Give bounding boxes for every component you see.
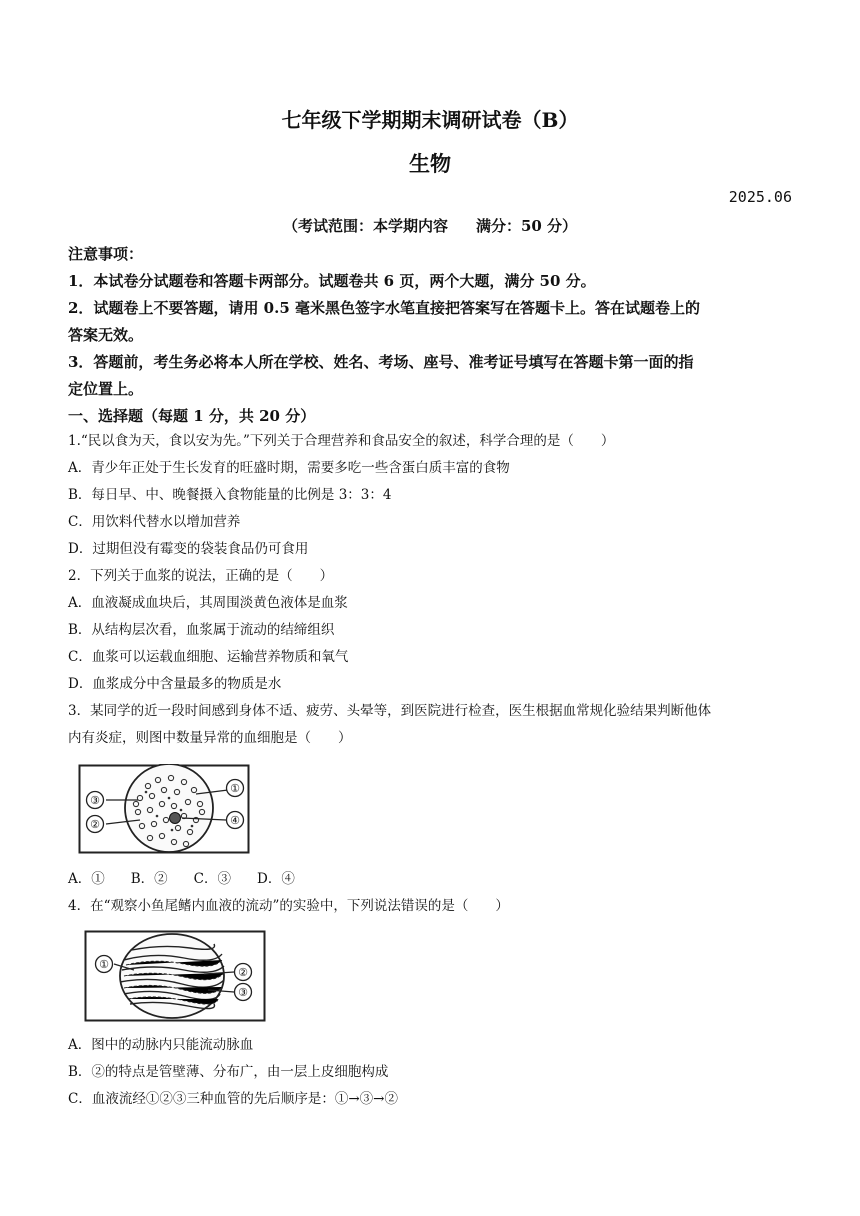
subject-title: 生物 (409, 151, 451, 176)
figure-label: ③ (90, 794, 100, 807)
question-2-option-a: A．血液凝成血块后，其周围淡黄色液体是血浆 (68, 595, 348, 611)
question-1-option-b: B．每日早、中、晚餐摄入食物能量的比例是 3：3：4 (68, 487, 392, 503)
question-3-stem-line1: 3．某同学的近一段时间感到身体不适、疲劳、头晕等，到医院进行检查，医生根据血常规化验结果判断他体 (68, 703, 712, 719)
figure-label: ① (230, 782, 240, 795)
question-3-options (68, 866, 792, 892)
question-3-option-a: A．① (68, 871, 105, 887)
question-1-stem: 1.“民以食为天，食以安为先。”下列关于合理营养和食品安全的叙述，科学合理的是（ ） (68, 433, 615, 449)
blood-cell-figure (78, 764, 250, 854)
notice-item: 答案无效。 (68, 326, 144, 344)
question-2-option-b: B．从结构层次看，血浆属于流动的结缔组织 (68, 622, 335, 638)
question-1-option-d: D．过期但没有霉变的袋装食品仍可食用 (68, 541, 309, 557)
question-3-stem-line2: 内有炎症，则图中数量异常的血细胞是（ ） (68, 730, 352, 746)
fish-fin-figure (84, 930, 266, 1022)
question-4-option-a: A．图中的动脉内只能流动脉血 (68, 1037, 254, 1053)
question-1-option-a: A．青少年正处于生长发育的旺盛时期，需要多吃一些含蛋白质丰富的食物 (68, 460, 510, 476)
question-3-option-b: B．② (130, 871, 168, 887)
exam-scope (0, 215, 860, 236)
figure-label: ① (99, 958, 109, 971)
question-2-option-d: D．血浆成分中含量最多的物质是水 (68, 676, 282, 692)
question-2-stem: 2．下列关于血浆的说法，正确的是（ ） (68, 568, 334, 584)
scope-text: （考试范围：本学期内容 (282, 217, 448, 235)
question-4-stem: 4．在“观察小鱼尾鳍内血液的流动”的实验中，下列说法错误的是（ ） (68, 898, 509, 914)
notice-item: 1．本试卷分试题卷和答题卡两部分。试题卷共 6 页，两个大题，满分 50 分。 (68, 272, 596, 290)
figure-label: ③ (238, 986, 248, 999)
notice-heading: 注意事项： (68, 245, 144, 263)
question-3-option-c: C．③ (193, 871, 232, 887)
notice-item: 3．答题前，考生务必将本人所在学校、姓名、考场、座号、准考证号填写在答题卡第一面的指 (68, 353, 694, 371)
question-4-option-b: B．②的特点是管壁薄、分布广，由一层上皮细胞构成 (68, 1064, 389, 1080)
figure-label: ② (90, 818, 100, 831)
exam-title: 七年级下学期期末调研试卷（B） (281, 108, 579, 132)
notice-item: 定位置上。 (68, 380, 144, 398)
full-score-text: 满分：50 分） (475, 217, 578, 235)
question-2-option-c: C．血浆可以运载血细胞、运输营养物质和氧气 (68, 649, 349, 665)
figure-label: ④ (230, 814, 240, 827)
question-4-option-c: C．血液流经①②③三种血管的先后顺序是：①→③→② (68, 1091, 398, 1107)
notice-item: 2．试题卷上不要答题，请用 0.5 毫米黑色签字水笔直接把答案写在答题卡上。答在试题卷上的 (68, 299, 700, 317)
exam-date: 2025.06 (728, 188, 792, 206)
question-3-option-d: D．④ (257, 871, 295, 887)
figure-label: ② (238, 966, 248, 979)
section-heading: 一、选择题（每题 1 分，共 20 分） (68, 407, 316, 425)
question-1-option-c: C．用饮料代替水以增加营养 (68, 514, 241, 530)
